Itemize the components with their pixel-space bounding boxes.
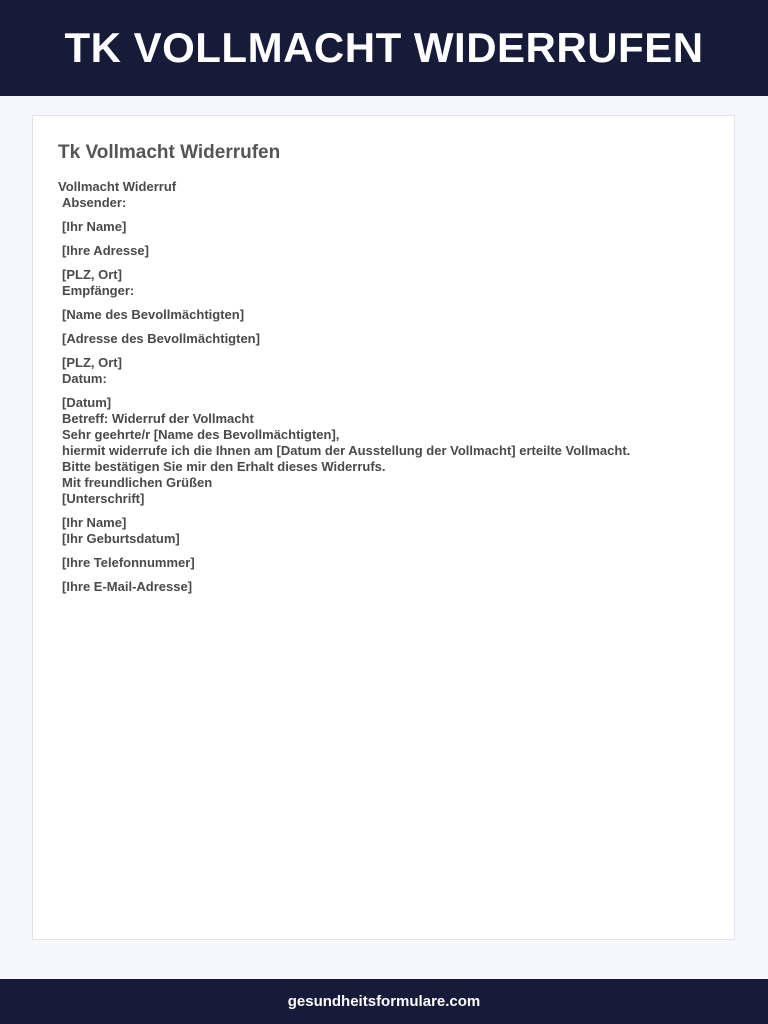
recipient-address: [Adresse des Bevollmächtigten]	[62, 331, 260, 346]
top-banner	[0, 0, 768, 96]
body-line: hiermit widerrufe ich die Ihnen am [Datum der Ausstellung der Vollmacht] erteilte Vollmacht.	[62, 443, 631, 458]
letter-body	[58, 179, 718, 595]
signature-email: [Ihre E-Mail-Adresse]	[62, 579, 193, 594]
sender-address: [Ihre Adresse]	[62, 243, 149, 258]
date-label: Datum:	[62, 371, 107, 386]
confirm-line: Bitte bestätigen Sie mir den Erhalt dieses Widerrufs.	[62, 459, 386, 474]
signature-phone: [Ihre Telefonnummer]	[62, 555, 195, 570]
subject-line: Betreff: Widerruf der Vollmacht	[62, 411, 254, 426]
footer-site-link[interactable]: gesundheitsformulare.com	[287, 993, 481, 1010]
sender-city: [PLZ, Ort]	[62, 267, 122, 282]
document-card	[32, 115, 735, 940]
signature-name: [Ihr Name]	[62, 515, 127, 530]
bottom-banner	[0, 979, 768, 1024]
sender-name: [Ihr Name]	[62, 219, 127, 234]
document-title: Tk Vollmacht Widerrufen	[58, 142, 281, 163]
sender-label: Absender:	[62, 195, 127, 210]
letter-heading: Vollmacht Widerruf	[58, 179, 177, 194]
banner-title: TK VOLLMACHT WIDERRUFEN	[64, 24, 704, 71]
signature-line: [Unterschrift]	[62, 491, 145, 506]
date-value: [Datum]	[62, 395, 112, 410]
recipient-name: [Name des Bevollmächtigten]	[62, 307, 245, 322]
closing-line: Mit freundlichen Grüßen	[62, 475, 213, 490]
signature-birthdate: [Ihr Geburtsdatum]	[62, 531, 180, 546]
salutation-line: Sehr geehrte/r [Name des Bevollmächtigten],	[62, 427, 340, 442]
recipient-label: Empfänger:	[62, 283, 135, 298]
recipient-city: [PLZ, Ort]	[62, 355, 122, 370]
